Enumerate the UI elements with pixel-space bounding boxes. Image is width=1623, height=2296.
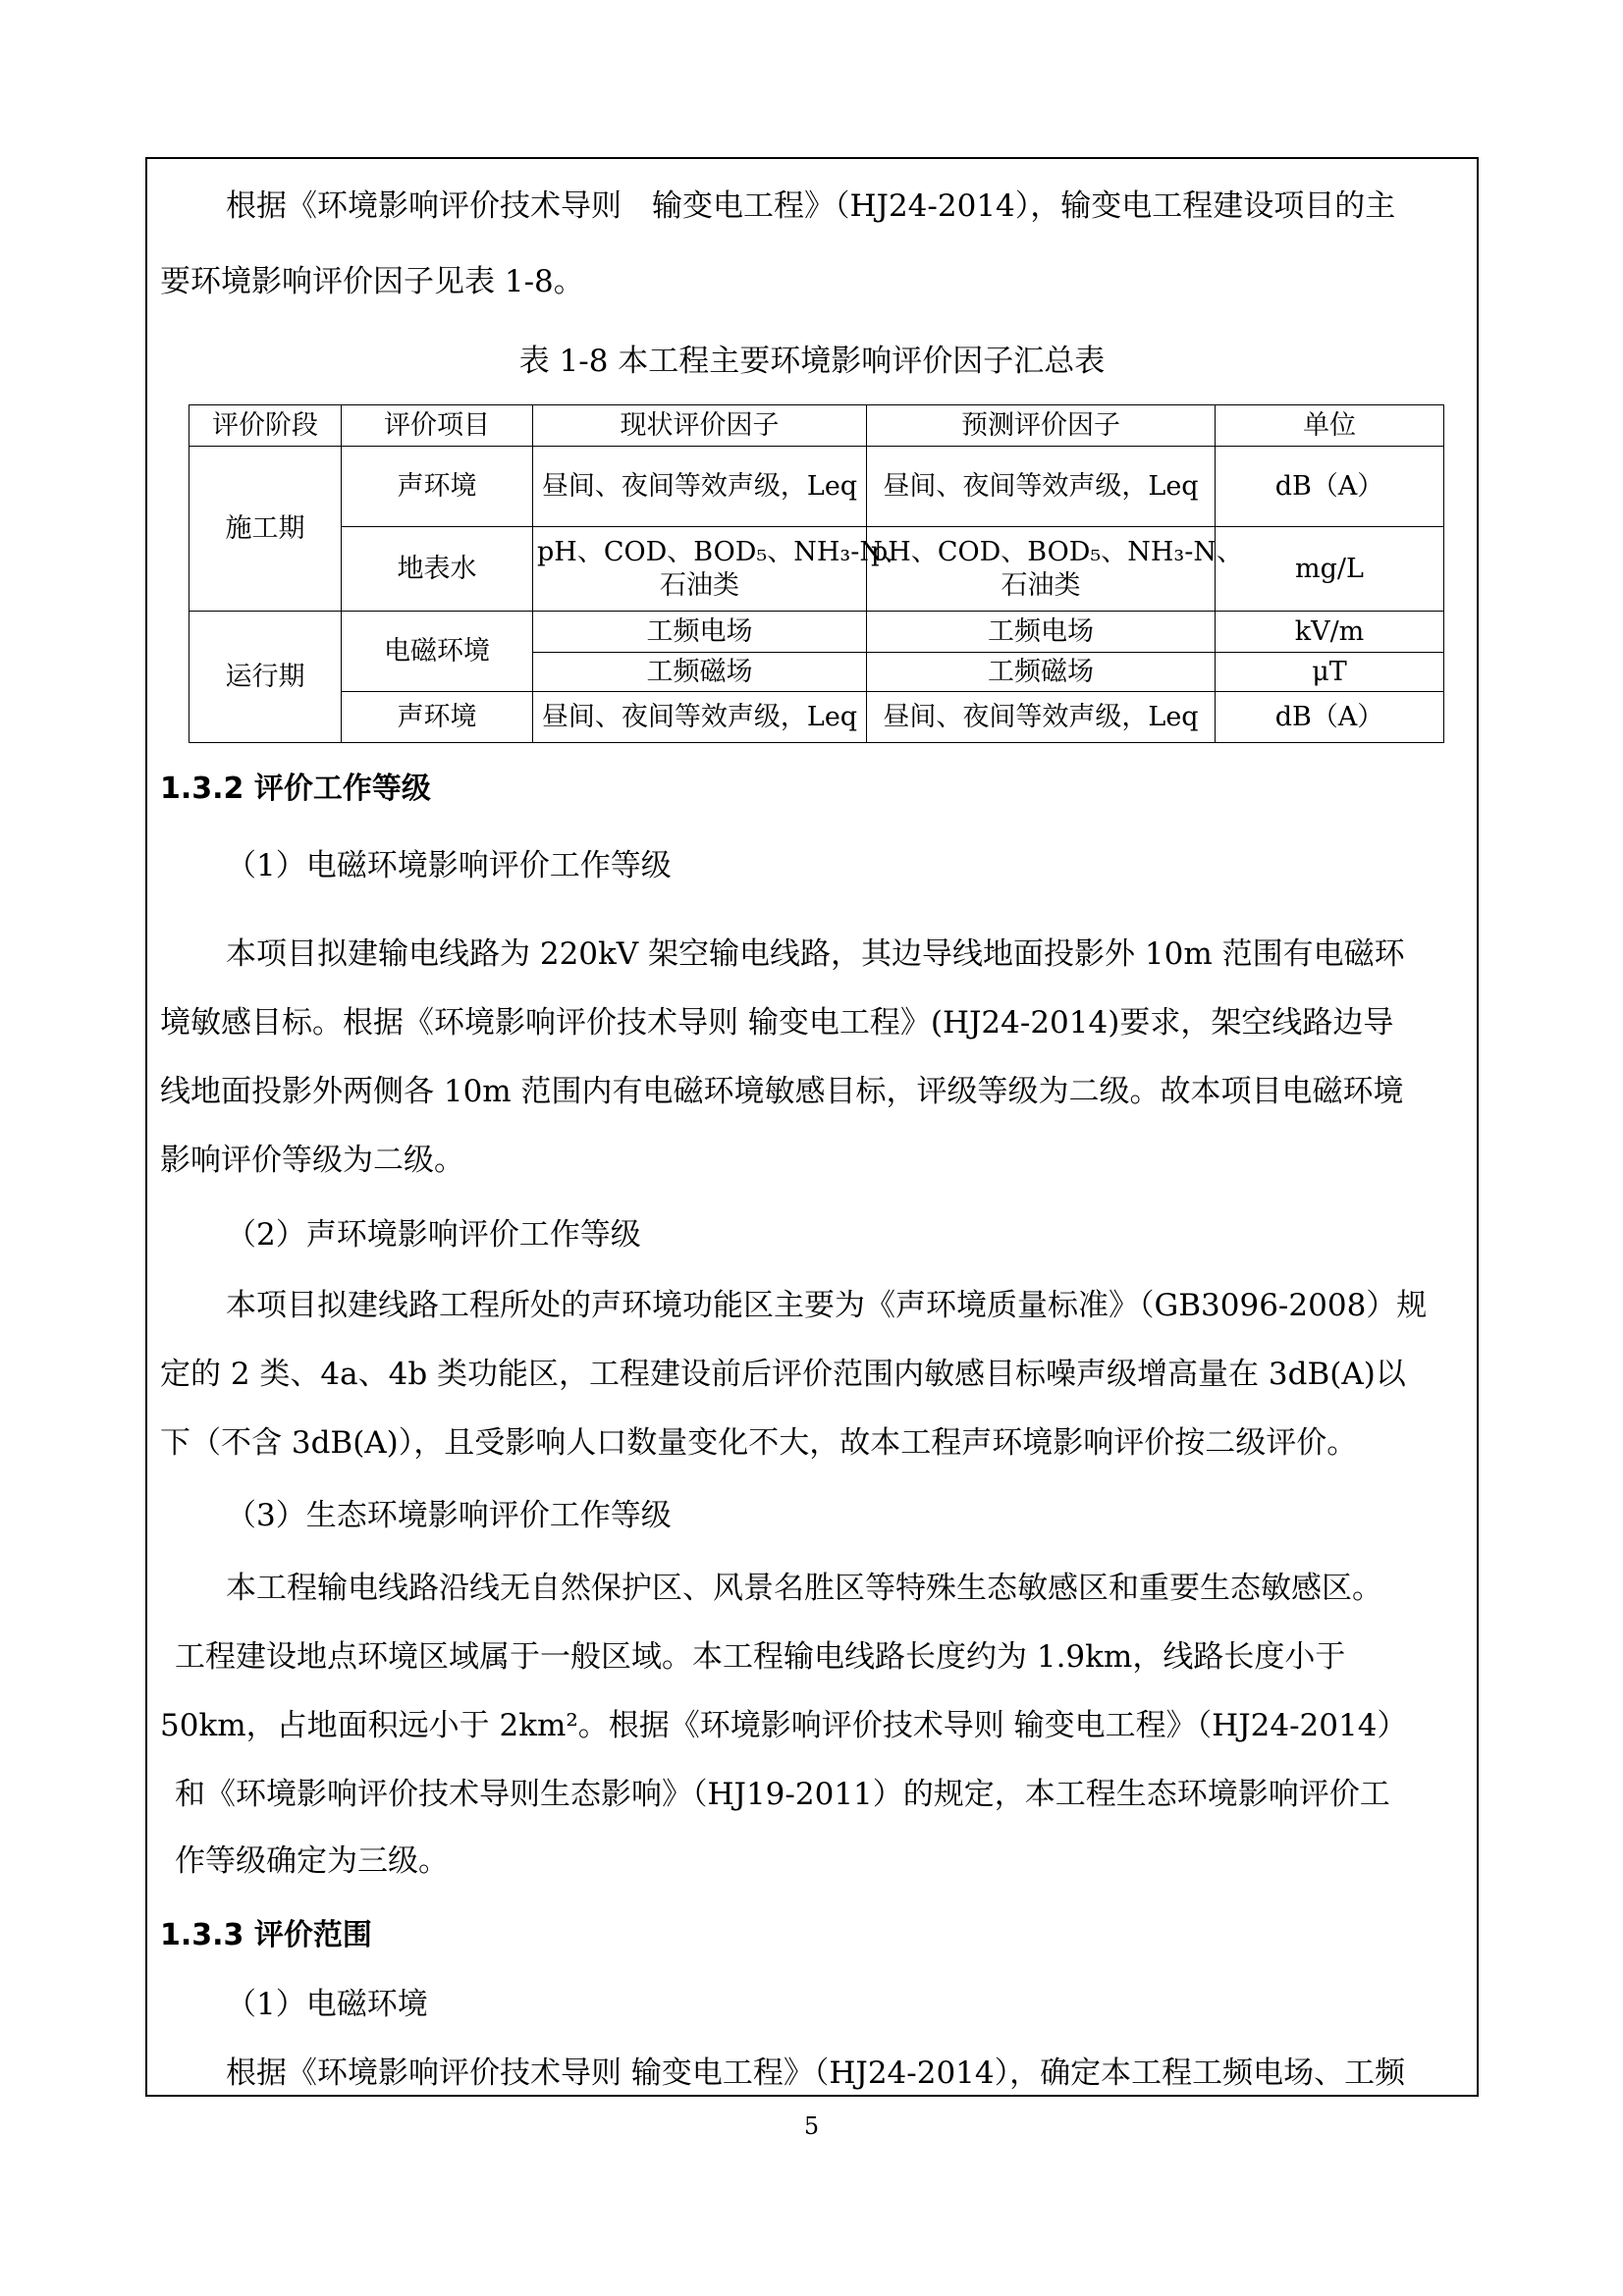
predicted-factor: 工频磁场 xyxy=(867,653,1216,692)
stage-operation: 运行期 xyxy=(189,612,342,743)
heading-1-3-2: 1.3.2 评价工作等级 xyxy=(160,772,431,806)
table-row xyxy=(189,612,1444,653)
para-eco-line-4: 和《环境影响评价技术导则生态影响》（HJ19-2011）的规定，本工程生态环境影响评价工 xyxy=(175,1777,1390,1812)
stage-construction: 施工期 xyxy=(189,447,342,612)
intro-line-2: 要环境影响评价因子见表 1-8。 xyxy=(160,264,584,299)
para-noise-line-2: 定的 2 类、4a、4b 类功能区，工程建设前后评价范围内敏感目标噪声级增高量在 3dB(A)以 xyxy=(160,1357,1406,1392)
subheading-em-scope: （1）电磁环境 xyxy=(226,1987,428,2022)
current-factor: 昼间、夜间等效声级，Leq xyxy=(533,692,867,743)
predicted-factor: 昼间、夜间等效声级，Leq xyxy=(867,692,1216,743)
item-noise: 声环境 xyxy=(342,692,533,743)
item-surface-water: 地表水 xyxy=(342,527,533,612)
unit: dB（A） xyxy=(1216,692,1444,743)
subheading-noise-grade: （2）声环境影响评价工作等级 xyxy=(226,1217,641,1253)
header-unit: 单位 xyxy=(1216,405,1444,447)
header-stage: 评价阶段 xyxy=(189,405,342,447)
para-eco-line-2: 工程建设地点环境区域属于一般区域。本工程输电线路长度约为 1.9km，线路长度小于 xyxy=(175,1639,1346,1675)
unit: dB（A） xyxy=(1216,447,1444,527)
unit: mg/L xyxy=(1216,527,1444,612)
para-em-line-3: 线地面投影外两侧各 10m 范围内有电磁环境敏感目标，评级等级为二级。故本项目电磁环境 xyxy=(160,1074,1404,1109)
predicted-factor: 工频电场 xyxy=(867,612,1216,653)
current-factor-line-2: 石油类 xyxy=(660,569,739,601)
heading-1-3-3: 1.3.3 评价范围 xyxy=(160,1918,372,1952)
para-scope-line-1: 根据《环境影响评价技术导则 输变电工程》（HJ24-2014），确定本工程工频电场、工频 xyxy=(226,2056,1406,2091)
subheading-eco-grade: （3）生态环境影响评价工作等级 xyxy=(226,1498,672,1533)
item-noise: 声环境 xyxy=(342,447,533,527)
para-em-line-1: 本项目拟建输电线路为 220kV 架空输电线路，其边导线地面投影外 10m 范围有电磁环 xyxy=(226,936,1405,972)
current-factor: 工频电场 xyxy=(533,612,867,653)
current-factor-line-1: pH、COD、BOD₅、NH₃-N、 xyxy=(537,536,909,567)
para-noise-line-3: 下（不含 3dB(A)），且受影响人口数量变化不大，故本工程声环境影响评价按二级评价。 xyxy=(160,1425,1358,1461)
predicted-factor xyxy=(867,527,1243,612)
page-number: 5 xyxy=(803,2112,820,2140)
unit: μT xyxy=(1216,653,1444,692)
intro-line-1: 根据《环境影响评价技术导则 输变电工程》（HJ24-2014），输变电工程建设项目的主 xyxy=(226,188,1396,224)
para-eco-line-5: 作等级确定为三级。 xyxy=(175,1843,449,1879)
evaluation-factor-table xyxy=(189,404,1444,743)
subheading-em-grade: （1）电磁环境影响评价工作等级 xyxy=(226,848,672,883)
table-row xyxy=(189,692,1444,743)
table-row xyxy=(189,527,1444,612)
item-electromagnetic: 电磁环境 xyxy=(342,612,533,692)
current-factor: 工频磁场 xyxy=(533,653,867,692)
predicted-factor-line-1: pH、COD、BOD₅、NH₃-N、 xyxy=(871,536,1243,567)
unit: kV/m xyxy=(1216,612,1444,653)
predicted-factor: 昼间、夜间等效声级，Leq xyxy=(867,447,1216,527)
current-factor xyxy=(533,527,909,612)
header-current-factor: 现状评价因子 xyxy=(533,405,867,447)
para-noise-line-1: 本项目拟建线路工程所处的声环境功能区主要为《声环境质量标准》（GB3096-2008）规 xyxy=(226,1288,1428,1323)
para-em-line-4: 影响评价等级为二级。 xyxy=(160,1143,464,1178)
table-caption: 表 1-8 本工程主要环境影响评价因子汇总表 xyxy=(518,344,1106,379)
table-header-row xyxy=(189,405,1444,447)
current-factor: 昼间、夜间等效声级，Leq xyxy=(533,447,867,527)
header-item: 评价项目 xyxy=(342,405,533,447)
para-em-line-2: 境敏感目标。根据《环境影响评价技术导则 输变电工程》(HJ24-2014)要求，架空线路边导 xyxy=(160,1005,1394,1041)
header-predicted-factor: 预测评价因子 xyxy=(867,405,1216,447)
table-row xyxy=(189,447,1444,527)
predicted-factor-line-2: 石油类 xyxy=(1001,569,1081,601)
para-eco-line-1: 本工程输电线路沿线无自然保护区、风景名胜区等特殊生态敏感区和重要生态敏感区。 xyxy=(226,1571,1382,1606)
para-eco-line-3: 50km，占地面积远小于 2km²。根据《环境影响评价技术导则 输变电工程》（HJ24-2014） xyxy=(160,1708,1408,1743)
